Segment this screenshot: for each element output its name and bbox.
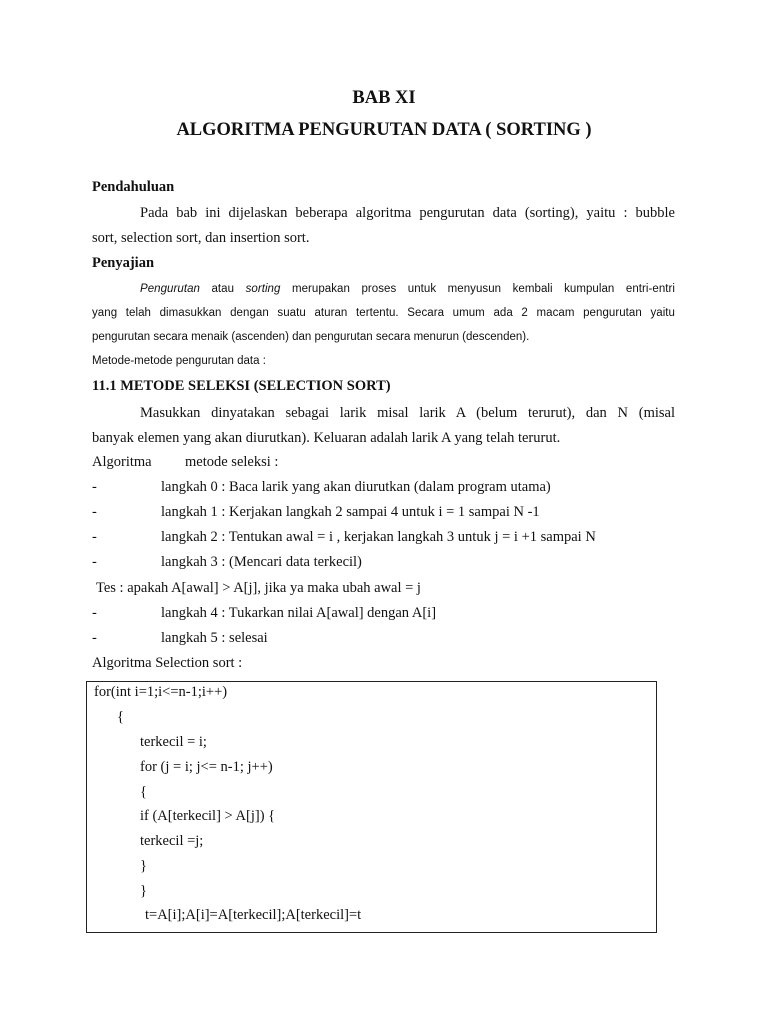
- section-intro-line-2: banyak elemen yang akan diurutkan). Keluaran adalah larik A yang telah terurut.: [92, 430, 561, 446]
- section-intro-line-1: Masukkan dinyatakan sebagai larik misal larik A (belum terurut), dan N (misal: [140, 405, 675, 421]
- term-sorting: sorting: [245, 283, 281, 295]
- code-line: t=A[i];A[i]=A[terkecil];A[terkecil]=t: [145, 907, 362, 923]
- penyajian-line-2: yang telah dimasukkan dengan suatu aturan tertentu. Secara umum ada 2 macam pengurutan yaitu: [92, 307, 675, 319]
- penyajian-line-1: [140, 283, 675, 295]
- code-line: for(int i=1;i<=n-1;i++): [94, 684, 228, 700]
- penyajian-heading: Penyajian: [92, 255, 155, 271]
- code-line: {: [117, 709, 124, 725]
- step-text: langkah 4 : Tukarkan nilai A[awal] dengan A[i]: [161, 605, 437, 621]
- section-heading: 11.1 METODE SELEKSI (SELECTION SORT): [92, 378, 391, 394]
- pendahuluan-heading: Pendahuluan: [92, 179, 175, 195]
- methods-label: Metode-metode pengurutan data :: [92, 355, 266, 367]
- step-text: langkah 0 : Baca larik yang akan diurutkan (dalam program utama): [161, 479, 551, 495]
- code-line: if (A[terkecil] > A[j]) {: [140, 808, 276, 824]
- algorithm-label-b: metode seleksi :: [185, 454, 279, 470]
- step-bullet: -: [92, 529, 97, 545]
- step-bullet: -: [92, 504, 97, 520]
- penyajian-line-1-mid: atau: [199, 283, 246, 295]
- step-bullet: -: [92, 630, 97, 646]
- step-text: langkah 3 : (Mencari data terkecil): [161, 554, 362, 570]
- pendahuluan-line-2: sort, selection sort, dan insertion sort.: [92, 230, 310, 246]
- step-bullet: -: [92, 605, 97, 621]
- step-bullet: -: [92, 479, 97, 495]
- code-line: terkecil =j;: [140, 833, 204, 849]
- step-text: langkah 5 : selesai: [161, 630, 268, 646]
- penyajian-line-3: pengurutan secara menaik (ascenden) dan pengurutan secara menurun (descenden).: [92, 331, 530, 343]
- test-line: Tes : apakah A[awal] > A[j], jika ya maka ubah awal = j: [96, 580, 421, 596]
- algorithm-label-a: Algoritma: [92, 454, 152, 470]
- code-box: [86, 681, 657, 933]
- step-text: langkah 2 : Tentukan awal = i , kerjakan langkah 3 untuk j = i +1 sampai N: [161, 529, 596, 545]
- code-line: {: [140, 784, 147, 800]
- code-line: }: [140, 858, 147, 874]
- code-line: terkecil = i;: [140, 734, 207, 750]
- chapter-title: ALGORITMA PENGURUTAN DATA ( SORTING ): [176, 120, 592, 140]
- step-text: langkah 1 : Kerjakan langkah 2 sampai 4 untuk i = 1 sampai N -1: [161, 504, 540, 520]
- penyajian-line-1-rest: merupakan proses untuk menyusun kembali kumpulan entri-entri: [280, 283, 676, 295]
- step-bullet: -: [92, 554, 97, 570]
- code-line: for (j = i; j<= n-1; j++): [140, 759, 273, 775]
- code-label: Algoritma Selection sort :: [92, 655, 243, 671]
- pendahuluan-line-1: Pada bab ini dijelaskan beberapa algoritma pengurutan data (sorting), yaitu : bubble: [140, 205, 675, 221]
- chapter-number: BAB XI: [352, 88, 416, 108]
- code-line: }: [140, 883, 147, 899]
- term-pengurutan: Pengurutan: [140, 283, 200, 295]
